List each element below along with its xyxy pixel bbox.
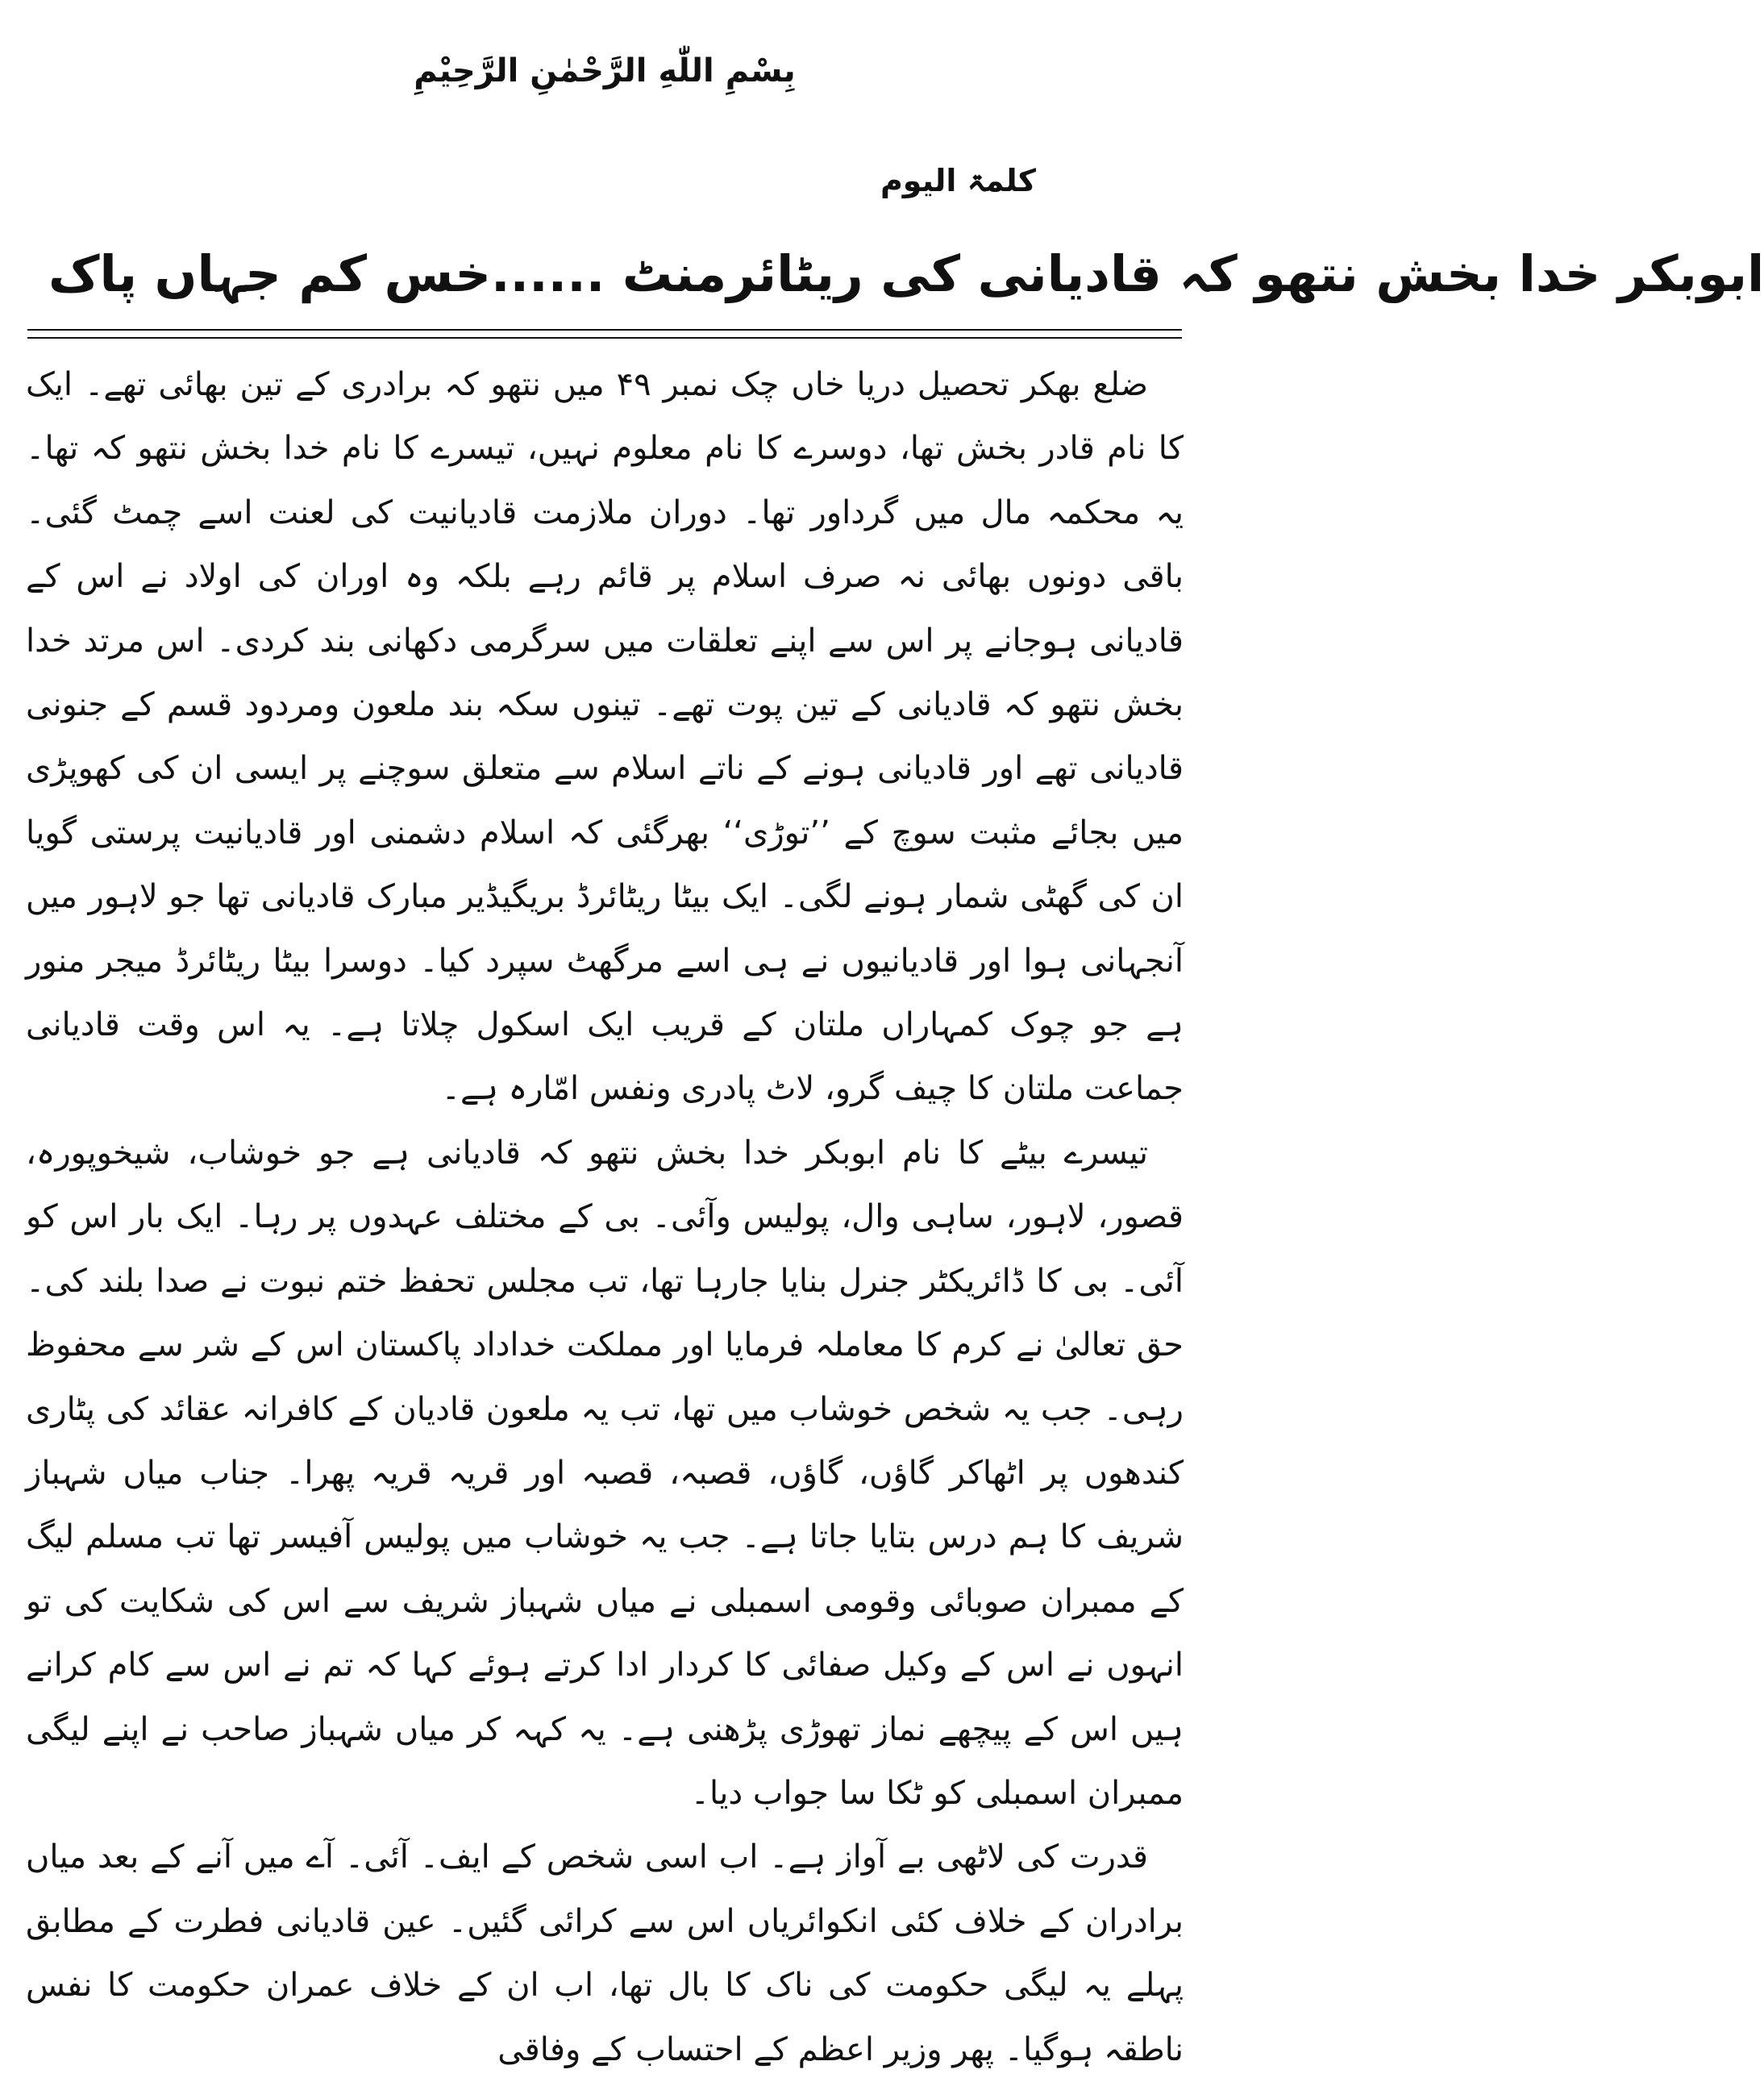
headline-rule-bottom	[27, 337, 1182, 339]
article-paragraph: ضلع بھکر تحصیل دریا خاں چک نمبر ۴۹ میں نتھو کہ برادری کے تین بھائی تھے۔ ایک کا نام قادر بخش تھا، دوسرے کا نام معلوم نہیں، تیسرے کا نام خدا بخش نتھو کہ تھا۔ یہ محکمہ مال میں گرداور تھا۔ دوران ملازمت قادیانیت کی لعنت اسے چمٹ گئی۔ باقی دونوں بھائی نہ صرف اسلام پر قائم رہے بلکہ وہ اوران کی اولاد نے اس کے قادیانی ہوجانے پر اس سے اپنے تعلقات میں سرگرمی دکھانی بند کردی۔ اس مرتد خدا بخش نتھو کہ قادیانی کے تین پوت تھے۔ تینوں سکہ بند ملعون ومردود قسم کے جنونی قادیانی تھے اور قادیانی ہونے کے ناتے اسلام سے متعلق سوچنے پر ایسی ان کی کھوپڑی میں بجائے مثبت سوچ کے ’’توڑی‘‘ بھرگئی کہ اسلام دشمنی اور قادیانیت پرستی گویا ان کی گھٹی شمار ہونے لگی۔ ایک بیٹا ریٹائرڈ بریگیڈیر مبارک قادیانی تھا جو لاہور میں آنجہانی ہوا اور قادیانیوں نے ہی اسے مرگھٹ سپرد کیا۔ دوسرا بیٹا ریٹائرڈ میجر منور ہے جو چوک کمہاراں ملتان کے قریب ایک اسکول چلاتا ہے۔ یہ اس وقت قادیانی جماعت ملتان کا چیف گرو، لاٹ پادری ونفس امّارہ ہے۔	[26, 366, 1184, 1108]
headline-rule-top	[27, 329, 1182, 331]
column-name: کلمۃ الیوم	[880, 163, 1036, 198]
bismillah-calligraphy: بِسْمِ اللّٰهِ الرَّحْمٰنِ الرَّحِيْمِ	[414, 52, 796, 90]
article-body	[26, 353, 1184, 2082]
article-paragraph: قدرت کی لاٹھی بے آواز ہے۔ اب اسی شخص کے ایف۔ آئی۔ آے میں آنے کے بعد میاں برادران کے خلاف کئی انکوائریاں اس سے کرائی گئیں۔ عین قادیانی فطرت کے مطابق پہلے یہ لیگی حکومت کی ناک کا بال تھا، اب ان کے خلاف عمران حکومت کا نفس ناطقہ ہوگیا۔ پھر وزیر اعظم کے احتساب کے وفاقی	[26, 1838, 1184, 2068]
article-headline: ابوبکر خدا بخش نتھو کہ قادیانی کی ریٹائرمنٹ ......خس کم جہاں پاک	[48, 244, 1764, 303]
article-paragraph: تیسرے بیٹے کا نام ابوبکر خدا بخش نتھو کہ قادیانی ہے جو خوشاب، شیخوپورہ، قصور، لاہور، ساہی وال، پولیس وآئی۔ بی کے مختلف عہدوں پر رہا۔ ایک بار اس کو آئی۔ بی کا ڈائریکٹر جنرل بنایا جارہا تھا، تب مجلس تحفظ ختم نبوت نے صدا بلند کی۔ حق تعالیٰ نے کرم کا معاملہ فرمایا اور مملکت خداداد پاکستان اس کے شر سے محفوظ رہی۔ جب یہ شخص خوشاب میں تھا، تب یہ ملعون قادیان کے کافرانہ عقائد کی پٹاری کندھوں پر اٹھاکر گاؤں، گاؤں، قصبہ، قصبہ اور قریہ قریہ پھرا۔ جناب میاں شہباز شریف کا ہم درس بتایا جاتا ہے۔ جب یہ خوشاب میں پولیس آفیسر تھا تب مسلم لیگ کے ممبران صوبائی وقومی اسمبلی نے میاں شہباز شریف سے اس کی شکایت کی تو انہوں نے اس کے وکیل صفائی کا کردار ادا کرتے ہوئے کہا کہ تم نے اس سے کام کرانے ہیں اس کے پیچھے نماز تھوڑی پڑھنی ہے۔ یہ کہہ کر میاں شہباز صاحب نے اپنے لیگی ممبران اسمبلی کو ٹکا سا جواب دیا۔	[26, 1134, 1184, 1812]
